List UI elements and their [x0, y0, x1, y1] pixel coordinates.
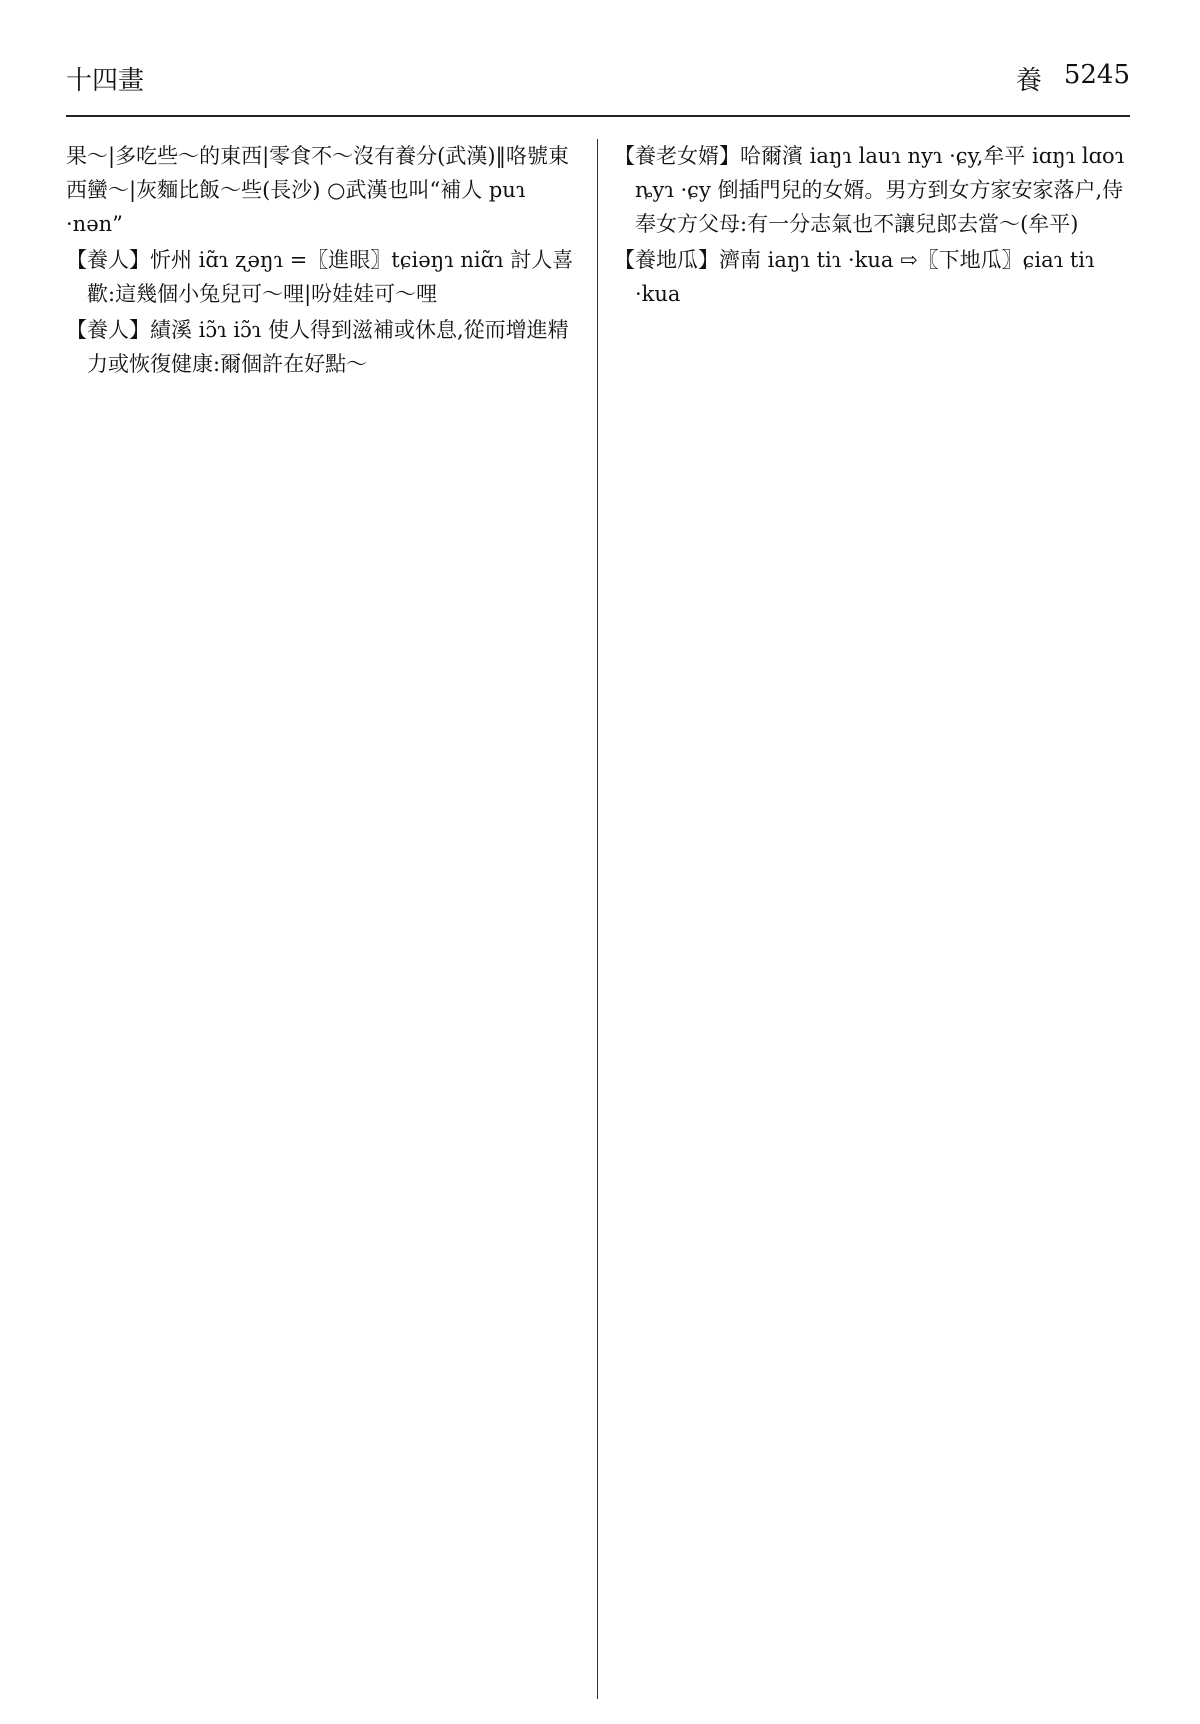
entry-headword: 【養人】: [66, 318, 150, 342]
dictionary-entry: [66, 243, 581, 311]
entry-text: 濟南 iaŋɿ tiɿ ·kua ⇨〖下地瓜〗ɕiaɿ tiɿ ·kua: [635, 248, 1095, 306]
right-column: [598, 139, 1130, 1699]
dictionary-entry: [66, 139, 581, 241]
section-label: 十四畫: [66, 66, 145, 96]
entry-headword: 【養人】: [66, 248, 150, 272]
entry-text: 果～|多吃些～的東西|零食不～沒有養分(武漢)‖咯號東西蠻～|灰麵比飯～些(長沙) ○武漢也叫“補人 puɿ ·nən”: [66, 144, 570, 236]
dictionary-entry: [66, 313, 581, 381]
entry-text: 忻州 iɑ̃ɿ ʐəŋɿ =〖進眼〗tɕiəŋɿ niɑ̃ɿ 討人喜歡:這幾個小兔兒可～哩|吩娃娃可～哩: [87, 248, 574, 306]
entry-headword: 【養老女婿】: [614, 144, 740, 168]
page-head-right: [1016, 60, 1130, 97]
entry-headword: 【養地瓜】: [614, 248, 719, 272]
entry-text: 哈爾濱 iaŋɿ lauɿ nyɿ ·ɕy,牟平 iɑŋɿ lɑoɿ ȵyɿ ·ɕy 倒插門兒的女婿。男方到女方家安家落户,侍奉女方父母:有一分志氣也不讓兒郎去當～(牟平): [635, 144, 1125, 236]
left-column: [66, 139, 598, 1699]
two-column-body: [66, 139, 1130, 1699]
dictionary-entry: [614, 243, 1130, 311]
running-head: [66, 60, 1130, 117]
entry-text: 績溪 iɔ̃ɿ iɔ̃ɿ 使人得到滋補或休息,從而增進精力或恢復健康:爾個許在好點～: [87, 318, 569, 376]
page-number: 5245: [1063, 60, 1130, 90]
head-character: 養: [1015, 66, 1042, 96]
dictionary-entry: [614, 139, 1130, 241]
